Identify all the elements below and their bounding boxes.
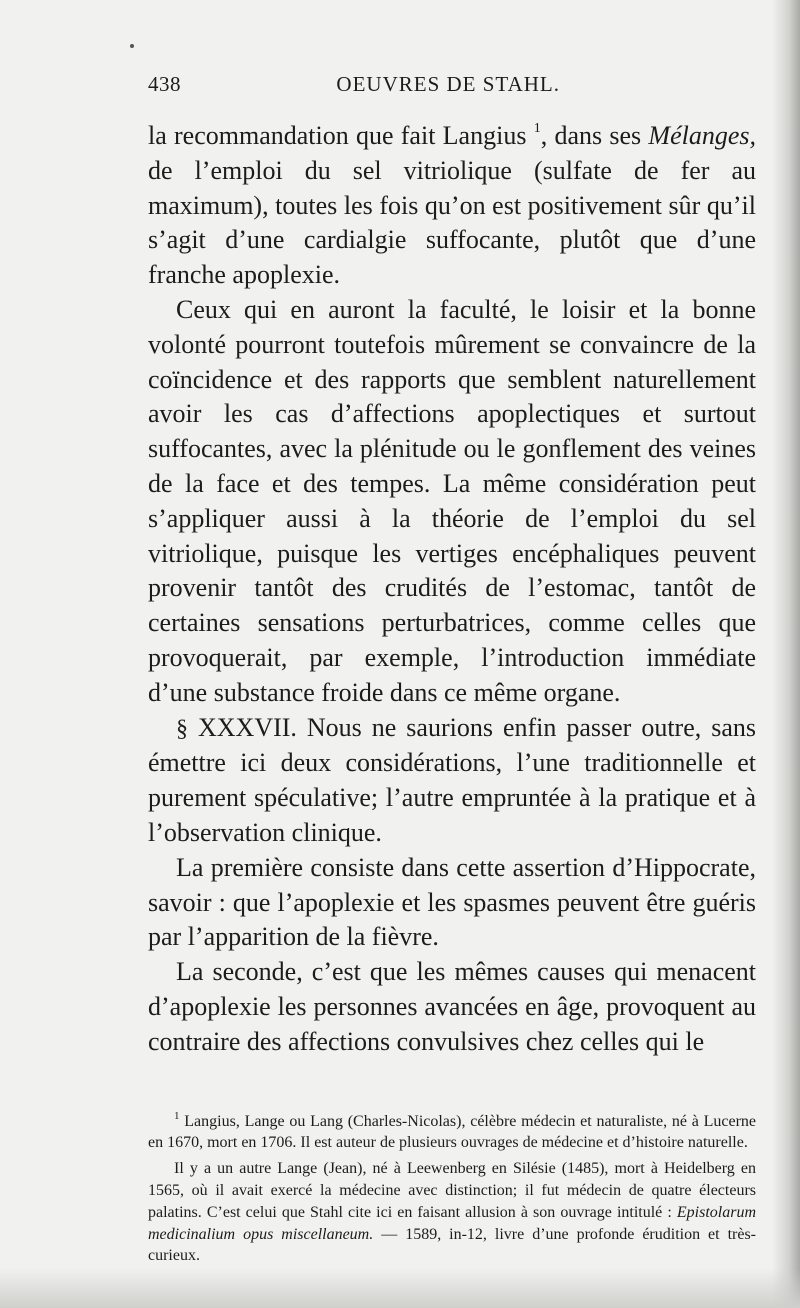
paragraph-1 (148, 112, 756, 293)
footnote-ref-1: 1 (533, 121, 541, 136)
page-edge-shadow (772, 0, 800, 1308)
footnotes (148, 1106, 756, 1268)
paragraph-4: La première consiste dans cette assertion d’Hippocrate, savoir : que l’apoplexie et les spasmes peuvent être guéris par l’apparition de la fièvre. (148, 852, 756, 952)
paragraph-2: Ceux qui en auront la faculté, le loisir et la bonne volonté pourront toutefois mûrement se convaincre de la coïncidence et des rapports que semblent naturellement avoir les cas d’affections apoplectiques et surtout suffocantes, avec la plénitude ou le gonflement des veines de la face et des tempes. La même considération peut s’appliquer aussi à la théorie de l’emploi du sel vitriolique, puisque les vertiges encéphaliques peuvent provenir tantôt des crudités de l’estomac, tantôt de certaines sensations perturbatrices, comme celles que provoquerait, par exemple, l’introduction immédiate d’une substance froide dans ce même organe. (148, 294, 756, 707)
paragraph-5: La seconde, c’est que les mêmes causes qui menacent d’apoplexie les personnes avancées en âge, provoquent au contraire des affections convulsives chez celles qui le (148, 957, 756, 1056)
footnote-1-text: Langius, Lange ou Lang (Charles-Nicolas), célèbre médecin et naturaliste, né à Lucerne en 1670, mort en 1706. Il est auteur de plusieurs ouvrages de médecine et d’histoire naturelle. (148, 1112, 756, 1152)
paragraph-1-text-c: de l’emploi du sel vitriolique (sulfate de fer au maximum), toutes les fois qu’on est positivement sûr qu’il s’agit d’une cardialgie suffocante, plutôt que d’une franche apoplexie. (148, 155, 756, 290)
footnote-1-marker: 1 (174, 1109, 180, 1122)
paragraph-1-text-b: , dans ses (540, 121, 649, 150)
footnote-2-text-a: Il y a un autre Lange (Jean), né à Leewenberg en Silésie (1485), mort à Heidelberg en 1565, où il avait exercé la médecine avec distinction; il fut médecin de quatre électeurs palatins. C’est celui que Stahl cite ici en faisant allusion à son ouvrage intitulé : (148, 1160, 756, 1221)
footnote-2 (148, 1158, 756, 1267)
paragraph-3-text: XXXVII. Nous ne saurions enfin passer outre, sans émettre ici deux considérations, l’une traditionnelle et purement spéculative; l’autre empruntée à la pratique et à l’observation clinique. (148, 712, 756, 847)
paragraph-3 (148, 711, 756, 851)
ink-speck (130, 44, 134, 48)
page-header (148, 72, 756, 112)
page-content (148, 72, 756, 1271)
paragraph-1-text-a: la recommandation que fait Langius (148, 121, 534, 150)
footnote-1 (148, 1106, 756, 1155)
paragraph-1-italic-title: Mélanges, (648, 121, 756, 150)
page-bottom-shadow (0, 1268, 800, 1308)
section-mark: § (176, 715, 188, 742)
running-head: OEUVRES DE STAHL. (336, 72, 560, 96)
page-number: 438 (148, 72, 181, 96)
footnote-2-text-b: — 1589, in-12, livre d’une profonde érudition et très-curieux. (148, 1225, 757, 1265)
body-text (148, 112, 756, 1060)
footnote-2-italic-title: Epistolarum medicinalium opus miscellaneum. (148, 1203, 756, 1243)
